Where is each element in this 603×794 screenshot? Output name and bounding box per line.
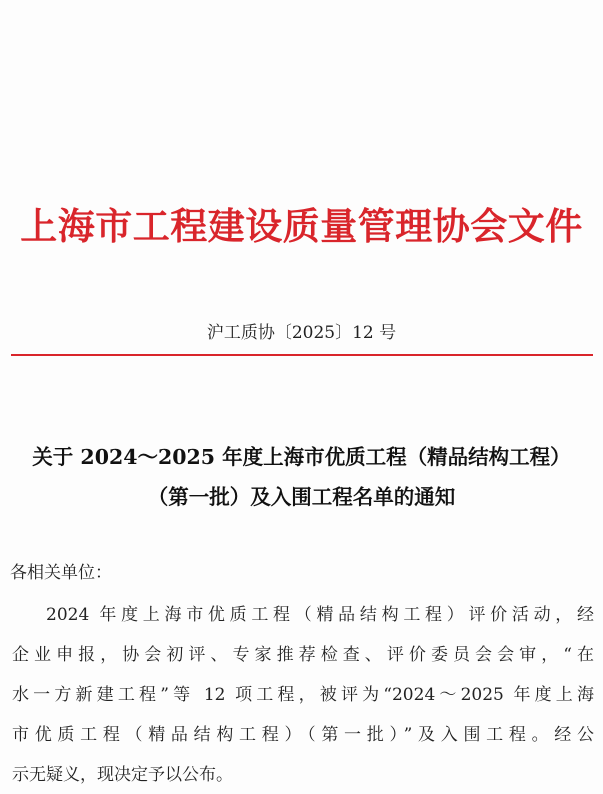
- masthead-title: 上海市工程建设质量管理协会文件: [20, 204, 583, 248]
- body-text-line: 示无疑义，现决定予以公布。: [12, 765, 233, 785]
- notice-title-line-2: （第一批）及入围工程名单的通知: [147, 485, 456, 509]
- body-text-line: 市优质工程（精品结构工程）（第一批）”及入围工程。经公: [12, 725, 594, 745]
- body-text-line: 2024 年度上海市优质工程（精品结构工程）评价活动，经: [46, 605, 594, 625]
- document-number: 沪工质协〔2025〕12 号: [206, 323, 397, 343]
- salutation: 各相关单位：: [10, 563, 112, 583]
- body-text-line: 企业申报，协会初评、专家推荐检查、评价委员会会审，“在: [12, 645, 594, 665]
- notice-title-line-1: 关于 2024～2025 年度上海市优质工程（精品结构工程）: [32, 445, 571, 469]
- body-text-line: 水一方新建工程”等 12 项工程，被评为“2024～2025 年度上海: [12, 685, 594, 705]
- red-divider-rule: [11, 354, 593, 356]
